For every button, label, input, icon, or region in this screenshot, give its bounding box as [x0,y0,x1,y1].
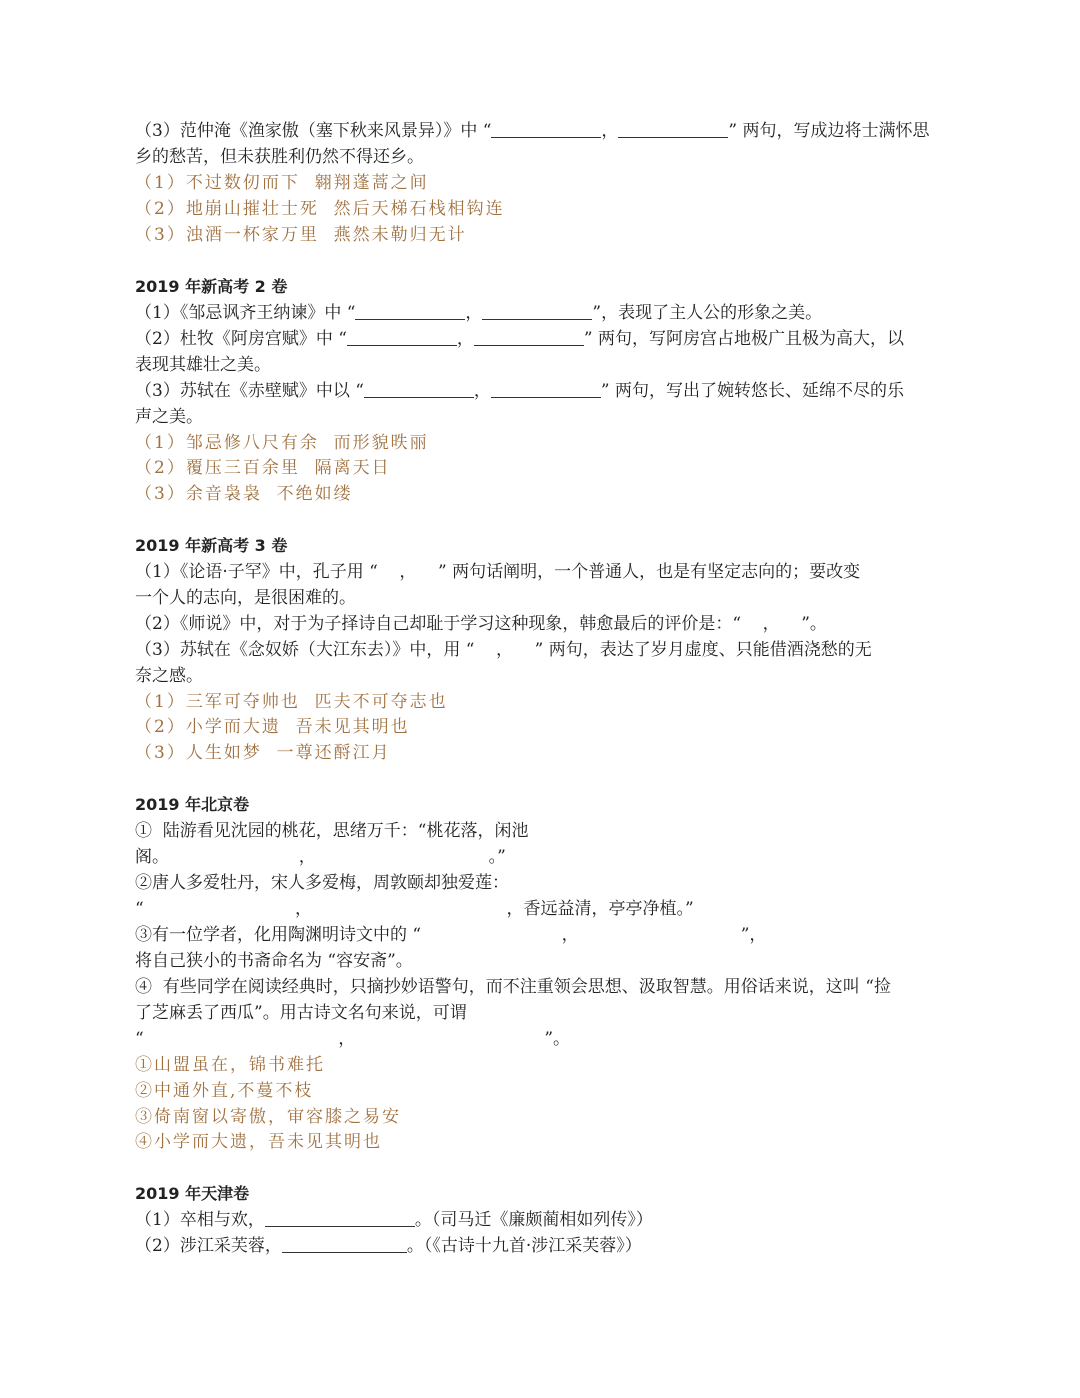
question-line [135,118,947,144]
line-text: （2）小学而大遗 吾未见其明也 [135,717,410,737]
line-text: （3）浊酒一杯家万里 燕然未勒归无计 [135,225,467,245]
question-line [135,300,947,326]
line-text: 乡的愁苦，但未获胜利仍然不得还乡。 [135,147,424,167]
question-line [135,144,947,170]
fill-in-blank [265,1208,415,1227]
line-text: 奈之感。 [135,666,203,686]
answer-line [135,222,947,248]
line-text: （2）地崩山摧壮士死 然后天梯石栈相钩连 [135,199,505,219]
answer-line [135,1129,947,1155]
line-text: ， [601,121,619,141]
line-text: ， [473,381,491,401]
section-heading [135,792,947,818]
answer-line [135,170,947,196]
question-line [135,352,947,378]
question-line [135,585,947,611]
question-line [135,948,947,974]
question-line [135,1233,947,1259]
question-line [135,896,947,922]
line-text: 阁。 ， 。” [135,847,506,867]
line-text: ②唐人多爱牡丹，宋人多爱梅，周敦颐却独爱莲： [135,873,509,893]
line-text: （3）范仲淹《渔家傲（塞下秋来风景异）》中 “ [135,121,492,141]
line-text: （1）卒相与欢， [135,1210,265,1230]
section-heading [135,533,947,559]
line-text: （3）苏轼在《赤壁赋》中以 “ [135,381,364,401]
fill-in-blank [347,327,457,346]
question-line [135,637,947,663]
answer-line [135,1104,947,1130]
line-text: ， [456,329,474,349]
line-text: （1）三军可夺帅也 匹夫不可夺志也 [135,692,448,712]
fill-in-blank [491,119,601,138]
line-text: 2019 年新高考 3 卷 [135,536,288,555]
question-line [135,611,947,637]
line-text: ③倚南窗以寄傲，审容膝之易安 [135,1107,401,1127]
line-text: ②中通外直,不蔓不枝 [135,1081,314,1101]
line-text: ， [465,303,483,323]
line-text: （3）人生如梦 一尊还酹江月 [135,743,391,763]
line-text: ”，表现了主人公的形象之美。 [592,303,823,323]
fill-in-blank [474,327,584,346]
fill-in-blank [618,119,728,138]
answer-line [135,481,947,507]
fill-in-blank [282,1234,407,1253]
line-text: （3）苏轼在《念奴娇（大江东去）》中，用 “ ， ” 两句，表达了岁月虚度、只能借酒浇愁的无 [135,640,872,660]
line-text: 一个人的志向，是很困难的。 [135,588,356,608]
line-text: 表现其雄壮之美。 [135,355,271,375]
line-text: “ ， ，香远益清，亭亭净植。” [135,899,694,919]
line-text: ” 两句，写阿房宫占地极广且极为高大，以 [583,329,905,349]
line-text: “ ， ”。 [135,1029,571,1049]
answer-line [135,740,947,766]
question-line [135,1026,947,1052]
line-text: ④ 有些同学在阅读经典时，只摘抄妙语警句，而不注重领会思想、汲取智慧。用俗话来说，这叫 “捡 [135,977,891,997]
line-text: 声之美。 [135,407,203,427]
line-text: （1）《邹忌讽齐王纳谏》中 “ [135,303,356,323]
answer-line [135,714,947,740]
line-text: 2019 年新高考 2 卷 [135,277,288,296]
question-line [135,844,947,870]
section-heading [135,274,947,300]
line-text: ① 陆游看见沈园的桃花，思绪万千：“桃花落，闲池 [135,821,529,841]
question-line [135,663,947,689]
line-text: ” 两句，写成边将士满怀思 [728,121,930,141]
line-text: 2019 年天津卷 [135,1184,250,1203]
answer-line [135,196,947,222]
line-text: （1）《论语·子罕》中，孔子用 “ ， ” 两句话阐明，一个普通人，也是有坚定志向的；要改变 [135,562,861,582]
line-text: （2）《师说》中，对于为子择诗自己却耻于学习这种现象，韩愈最后的评价是：“ ， ”。 [135,614,827,634]
line-text: ④小学而大遗，吾未见其明也 [135,1132,382,1152]
answer-line [135,430,947,456]
answer-line [135,1052,947,1078]
question-line [135,559,947,585]
question-line [135,870,947,896]
line-text: 。（司马迁《廉颇蔺相如列传》） [414,1210,653,1230]
question-line [135,818,947,844]
question-line [135,1207,947,1233]
line-text: （3）余音袅袅 不绝如缕 [135,484,353,504]
section-heading [135,1181,947,1207]
fill-in-blank [491,379,601,398]
fill-in-blank [482,301,592,320]
line-text: 将自己狭小的书斋命名为 “容安斋”。 [135,951,413,971]
question-line [135,1000,947,1026]
line-text: ③有一位学者，化用陶渊明诗文中的 “ ， ”， [135,925,767,945]
line-text: 2019 年北京卷 [135,795,250,814]
answer-line [135,689,947,715]
answer-line [135,455,947,481]
answer-line [135,1078,947,1104]
line-text: 。（《古诗十九首·涉江采芙蓉》） [406,1236,642,1256]
question-line [135,922,947,948]
line-text: ” 两句，写出了婉转悠长、延绵不尽的乐 [600,381,905,401]
question-line [135,404,947,430]
line-text: （2）涉江采芙蓉， [135,1236,282,1256]
question-line [135,378,947,404]
line-text: （2）杜牧《阿房宫赋》中 “ [135,329,347,349]
fill-in-blank [355,301,465,320]
question-line [135,326,947,352]
line-text: ①山盟虽在，锦书难托 [135,1055,325,1075]
fill-in-blank [364,379,474,398]
line-text: 了芝麻丢了西瓜”。用古诗文名句来说，可谓 [135,1003,467,1023]
question-line [135,974,947,1000]
line-text: （2）覆压三百余里 隔离天日 [135,458,391,478]
line-text: （1）不过数仞而下 翱翔蓬蒿之间 [135,173,429,193]
line-text: （1）邹忌修八尺有余 而形貌昳丽 [135,433,429,453]
